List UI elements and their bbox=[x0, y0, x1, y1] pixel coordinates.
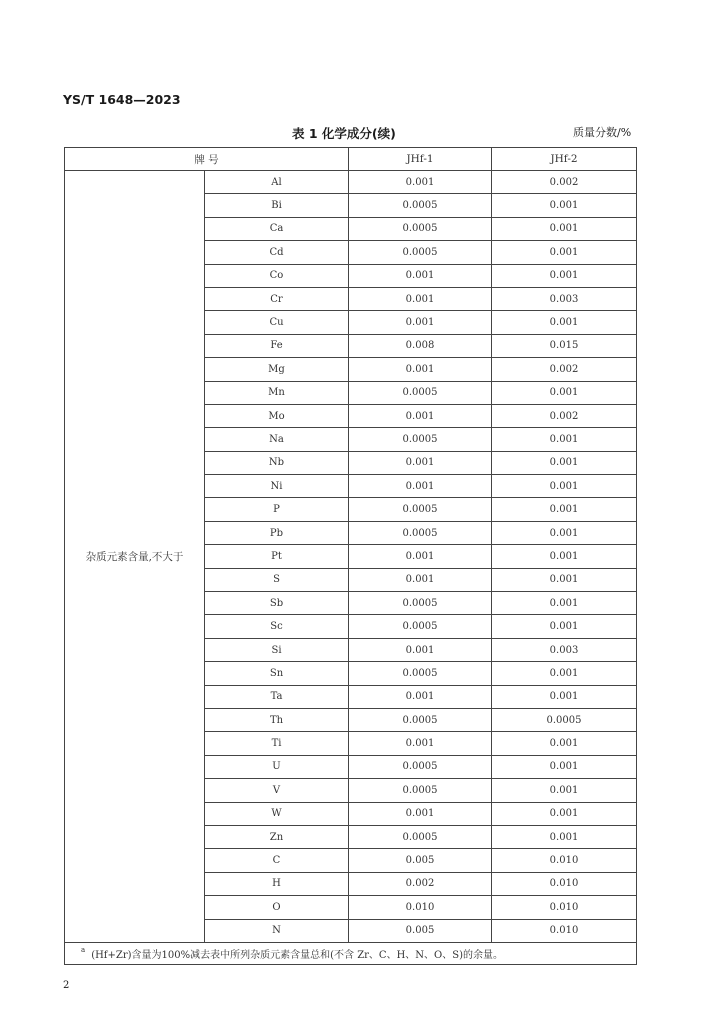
grade-jhf2-header: JHf-2 bbox=[492, 148, 637, 171]
jhf2-value-cell: 0.001 bbox=[492, 194, 637, 217]
element-cell: Ca bbox=[205, 217, 349, 240]
jhf2-value-cell: 0.010 bbox=[492, 872, 637, 895]
jhf1-value-cell: 0.0005 bbox=[349, 825, 492, 848]
grade-jhf1-header: JHf-1 bbox=[349, 148, 492, 171]
jhf1-value-cell: 0.0005 bbox=[349, 755, 492, 778]
footnote-mark: a bbox=[81, 945, 86, 954]
element-cell: Zn bbox=[205, 825, 349, 848]
jhf1-value-cell: 0.0005 bbox=[349, 592, 492, 615]
jhf2-value-cell: 0.015 bbox=[492, 334, 637, 357]
jhf2-value-cell: 0.001 bbox=[492, 217, 637, 240]
jhf1-value-cell: 0.0005 bbox=[349, 381, 492, 404]
element-cell: Si bbox=[205, 638, 349, 661]
jhf1-value-cell: 0.005 bbox=[349, 849, 492, 872]
jhf1-value-cell: 0.001 bbox=[349, 451, 492, 474]
element-cell: Bi bbox=[205, 194, 349, 217]
jhf1-value-cell: 0.0005 bbox=[349, 241, 492, 264]
jhf1-value-cell: 0.0005 bbox=[349, 521, 492, 544]
jhf2-value-cell: 0.001 bbox=[492, 428, 637, 451]
jhf2-value-cell: 0.001 bbox=[492, 825, 637, 848]
jhf2-value-cell: 0.0005 bbox=[492, 708, 637, 731]
jhf2-value-cell: 0.001 bbox=[492, 475, 637, 498]
element-cell: Al bbox=[205, 171, 349, 194]
jhf2-value-cell: 0.001 bbox=[492, 755, 637, 778]
jhf1-value-cell: 0.001 bbox=[349, 568, 492, 591]
table-caption: 表 1 化学成分(续) bbox=[292, 126, 396, 141]
element-cell: Ti bbox=[205, 732, 349, 755]
jhf1-value-cell: 0.0005 bbox=[349, 708, 492, 731]
impurity-group-label: 杂质元素含量,不大于 bbox=[65, 171, 205, 943]
jhf2-value-cell: 0.001 bbox=[492, 662, 637, 685]
table-row bbox=[65, 171, 637, 194]
footnote-text: (Hf+Zr)含量为100%减去表中所列杂质元素含量总和(不含 Zr、C、H、N、O、S)的余量。 bbox=[91, 949, 503, 961]
jhf1-value-cell: 0.001 bbox=[349, 287, 492, 310]
footnote-cell bbox=[65, 942, 637, 964]
element-cell: Mo bbox=[205, 404, 349, 427]
grade-header: 牌 号 bbox=[65, 148, 349, 171]
element-cell: Sb bbox=[205, 592, 349, 615]
jhf2-value-cell: 0.001 bbox=[492, 615, 637, 638]
jhf2-value-cell: 0.010 bbox=[492, 849, 637, 872]
jhf2-value-cell: 0.010 bbox=[492, 919, 637, 942]
footnote-row bbox=[65, 942, 637, 964]
element-cell: Sc bbox=[205, 615, 349, 638]
jhf2-value-cell: 0.001 bbox=[492, 498, 637, 521]
jhf1-value-cell: 0.001 bbox=[349, 475, 492, 498]
element-cell: V bbox=[205, 779, 349, 802]
element-cell: H bbox=[205, 872, 349, 895]
jhf1-value-cell: 0.001 bbox=[349, 311, 492, 334]
element-cell: Pb bbox=[205, 521, 349, 544]
element-cell: W bbox=[205, 802, 349, 825]
jhf2-value-cell: 0.001 bbox=[492, 311, 637, 334]
jhf1-value-cell: 0.0005 bbox=[349, 662, 492, 685]
jhf1-value-cell: 0.0005 bbox=[349, 779, 492, 802]
element-cell: Ni bbox=[205, 475, 349, 498]
element-cell: Cu bbox=[205, 311, 349, 334]
jhf2-value-cell: 0.003 bbox=[492, 287, 637, 310]
jhf2-value-cell: 0.001 bbox=[492, 381, 637, 404]
element-cell: Mg bbox=[205, 358, 349, 381]
jhf1-value-cell: 0.010 bbox=[349, 896, 492, 919]
jhf1-value-cell: 0.002 bbox=[349, 872, 492, 895]
element-cell: P bbox=[205, 498, 349, 521]
jhf2-value-cell: 0.001 bbox=[492, 451, 637, 474]
element-cell: Mn bbox=[205, 381, 349, 404]
jhf1-value-cell: 0.001 bbox=[349, 545, 492, 568]
chemical-composition-table bbox=[64, 147, 637, 965]
element-cell: Na bbox=[205, 428, 349, 451]
element-cell: Pt bbox=[205, 545, 349, 568]
jhf1-value-cell: 0.001 bbox=[349, 638, 492, 661]
jhf2-value-cell: 0.002 bbox=[492, 358, 637, 381]
element-cell: Th bbox=[205, 708, 349, 731]
element-cell: U bbox=[205, 755, 349, 778]
jhf1-value-cell: 0.001 bbox=[349, 802, 492, 825]
table-header-row bbox=[65, 148, 637, 171]
jhf2-value-cell: 0.001 bbox=[492, 568, 637, 591]
jhf2-value-cell: 0.001 bbox=[492, 732, 637, 755]
jhf1-value-cell: 0.008 bbox=[349, 334, 492, 357]
element-cell: Nb bbox=[205, 451, 349, 474]
jhf1-value-cell: 0.0005 bbox=[349, 428, 492, 451]
jhf2-value-cell: 0.002 bbox=[492, 404, 637, 427]
jhf1-value-cell: 0.005 bbox=[349, 919, 492, 942]
jhf2-value-cell: 0.001 bbox=[492, 592, 637, 615]
element-cell: C bbox=[205, 849, 349, 872]
jhf1-value-cell: 0.0005 bbox=[349, 194, 492, 217]
table-unit: 质量分数/% bbox=[573, 126, 632, 139]
element-cell: N bbox=[205, 919, 349, 942]
element-cell: Fe bbox=[205, 334, 349, 357]
jhf2-value-cell: 0.001 bbox=[492, 779, 637, 802]
jhf1-value-cell: 0.0005 bbox=[349, 498, 492, 521]
element-cell: Sn bbox=[205, 662, 349, 685]
jhf1-value-cell: 0.001 bbox=[349, 171, 492, 194]
jhf2-value-cell: 0.003 bbox=[492, 638, 637, 661]
element-cell: S bbox=[205, 568, 349, 591]
jhf1-value-cell: 0.0005 bbox=[349, 217, 492, 240]
jhf2-value-cell: 0.001 bbox=[492, 545, 637, 568]
element-cell: Co bbox=[205, 264, 349, 287]
jhf2-value-cell: 0.001 bbox=[492, 264, 637, 287]
jhf1-value-cell: 0.001 bbox=[349, 358, 492, 381]
jhf2-value-cell: 0.002 bbox=[492, 171, 637, 194]
element-cell: Cr bbox=[205, 287, 349, 310]
standard-number: YS/T 1648—2023 bbox=[63, 92, 181, 107]
jhf1-value-cell: 0.001 bbox=[349, 732, 492, 755]
element-cell: Ta bbox=[205, 685, 349, 708]
element-cell: Cd bbox=[205, 241, 349, 264]
jhf2-value-cell: 0.001 bbox=[492, 521, 637, 544]
jhf1-value-cell: 0.001 bbox=[349, 404, 492, 427]
element-cell: O bbox=[205, 896, 349, 919]
jhf2-value-cell: 0.010 bbox=[492, 896, 637, 919]
jhf2-value-cell: 0.001 bbox=[492, 241, 637, 264]
jhf2-value-cell: 0.001 bbox=[492, 685, 637, 708]
jhf1-value-cell: 0.001 bbox=[349, 264, 492, 287]
jhf2-value-cell: 0.001 bbox=[492, 802, 637, 825]
page-number: 2 bbox=[63, 980, 70, 991]
jhf1-value-cell: 0.0005 bbox=[349, 615, 492, 638]
jhf1-value-cell: 0.001 bbox=[349, 685, 492, 708]
